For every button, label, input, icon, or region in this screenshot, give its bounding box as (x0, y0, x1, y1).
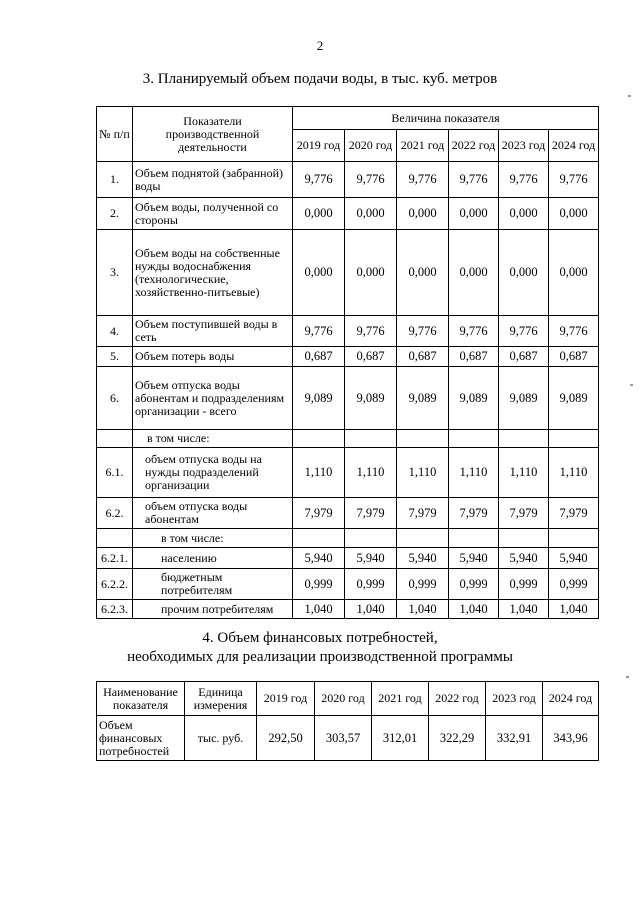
row-value: 1,040 (345, 600, 397, 619)
table-row (97, 316, 599, 347)
section4-title-line1: 4. Объем финансовых потребностей, (202, 630, 438, 646)
row-num: 6.2. (97, 498, 133, 529)
row-num: 6.1. (97, 448, 133, 498)
page-number: 2 (316, 38, 324, 53)
row-value: 0,687 (345, 347, 397, 367)
row-value: 5,940 (549, 548, 599, 569)
row-num: 3. (97, 230, 133, 316)
row-label: Объем воды, полученной со стороны (133, 198, 293, 230)
header-year: 2023 год (486, 682, 543, 716)
row-value: 0,000 (499, 198, 549, 230)
row-value: 322,29 (429, 716, 486, 761)
row-value: 9,776 (397, 162, 449, 198)
row-value: 7,979 (499, 498, 549, 529)
row-value: 0,999 (449, 569, 499, 600)
row-value: 9,089 (449, 367, 499, 430)
header-unit: Единица измерения (185, 682, 257, 716)
row-num: 6. (97, 367, 133, 430)
row-value: 9,089 (397, 367, 449, 430)
row-value: 0,000 (293, 230, 345, 316)
row-value: 9,776 (345, 316, 397, 347)
row-value: 9,776 (345, 162, 397, 198)
scan-mark (628, 95, 631, 97)
header-year: 2022 год (449, 130, 499, 162)
row-label: населению (133, 548, 293, 569)
water-supply-table (96, 106, 599, 619)
row-value: 1,110 (345, 448, 397, 498)
row-value: 1,040 (449, 600, 499, 619)
row-value: 0,999 (293, 569, 345, 600)
row-value: 0,999 (397, 569, 449, 600)
row-value: 1,040 (293, 600, 345, 619)
row-value: 9,776 (549, 316, 599, 347)
row-value: 9,776 (293, 316, 345, 347)
row-value: 0,687 (549, 347, 599, 367)
header-value-group: Величина показателя (293, 107, 599, 130)
row-value: 343,96 (543, 716, 599, 761)
row-value: 1,110 (397, 448, 449, 498)
scan-mark (626, 676, 629, 678)
row-value: 0,000 (449, 230, 499, 316)
row-value: 9,776 (449, 316, 499, 347)
subheader-row (97, 430, 599, 448)
row-value: 9,776 (397, 316, 449, 347)
section4-title-line2: необходимых для реализации производственной программы (127, 649, 513, 665)
row-value: 0,687 (499, 347, 549, 367)
table-row (97, 230, 599, 316)
row-value: 0,999 (499, 569, 549, 600)
header-year: 2019 год (257, 682, 315, 716)
row-value: 9,089 (499, 367, 549, 430)
row-value: 1,110 (449, 448, 499, 498)
row-value: 9,089 (293, 367, 345, 430)
row-label: объем отпуска воды абонентам (133, 498, 293, 529)
row-value: 0,687 (449, 347, 499, 367)
row-value: 7,979 (397, 498, 449, 529)
section3-title: 3. Планируемый объем подачи воды, в тыс. куб. метров (142, 71, 498, 87)
row-num: 4. (97, 316, 133, 347)
header-year: 2021 год (397, 130, 449, 162)
row-value: 5,940 (293, 548, 345, 569)
row-value: 332,91 (486, 716, 543, 761)
row-value: 0,000 (449, 198, 499, 230)
row-value: 9,776 (449, 162, 499, 198)
row-label: Объем отпуска воды абонентам и подразделениям организации - всего (133, 367, 293, 430)
row-value: 9,776 (549, 162, 599, 198)
header-year: 2020 год (315, 682, 372, 716)
row-num: 5. (97, 347, 133, 367)
row-num: 1. (97, 162, 133, 198)
row-value: 5,940 (397, 548, 449, 569)
row-value: 0,000 (345, 198, 397, 230)
header-row-1 (97, 107, 599, 130)
row-label: прочим потребителям (133, 600, 293, 619)
row-value: 1,040 (397, 600, 449, 619)
row-value: 5,940 (499, 548, 549, 569)
table-row (97, 600, 599, 619)
table-row (97, 569, 599, 600)
financial-needs-table (96, 681, 599, 761)
header-year: 2021 год (372, 682, 429, 716)
including-label: в том числе: (133, 430, 293, 448)
row-value: 7,979 (345, 498, 397, 529)
row-num: 6.2.1. (97, 548, 133, 569)
header-name: Наименование показателя (97, 682, 185, 716)
row-label: Объем воды на собственные нужды водоснабжения (технологические, хозяйственно-питьевые) (133, 230, 293, 316)
table-row (97, 716, 599, 761)
row-name: Объем финансовых потребностей (97, 716, 185, 761)
row-value: 7,979 (449, 498, 499, 529)
row-value: 292,50 (257, 716, 315, 761)
row-value: 0,687 (397, 347, 449, 367)
row-value: 0,000 (499, 230, 549, 316)
row-value: 1,040 (549, 600, 599, 619)
row-value: 1,110 (293, 448, 345, 498)
header-year: 2024 год (543, 682, 599, 716)
row-label: объем отпуска воды на нужды подразделений организации (133, 448, 293, 498)
header-year: 2024 год (549, 130, 599, 162)
row-value: 1,110 (499, 448, 549, 498)
row-label: Объем поднятой (забранной) воды (133, 162, 293, 198)
table-row (97, 448, 599, 498)
row-value: 0,000 (549, 198, 599, 230)
row-value: 9,776 (499, 316, 549, 347)
row-value: 1,110 (549, 448, 599, 498)
row-value: 5,940 (345, 548, 397, 569)
row-num: 6.2.2. (97, 569, 133, 600)
subheader-row (97, 529, 599, 548)
table-row (97, 548, 599, 569)
header-num: № п/п (97, 107, 133, 162)
header-year: 2020 год (345, 130, 397, 162)
row-value: 5,940 (449, 548, 499, 569)
row-value: 0,000 (345, 230, 397, 316)
row-num: 2. (97, 198, 133, 230)
table-row (97, 347, 599, 367)
row-value: 7,979 (293, 498, 345, 529)
table-row (97, 498, 599, 529)
section4-title (0, 629, 640, 667)
including-label: в том числе: (133, 529, 293, 548)
row-value: 0,000 (549, 230, 599, 316)
row-label: Объем поступившей воды в сеть (133, 316, 293, 347)
row-value: 9,776 (499, 162, 549, 198)
header-year: 2019 год (293, 130, 345, 162)
row-value: 9,776 (293, 162, 345, 198)
row-value: 0,000 (397, 230, 449, 316)
row-value: 0,000 (397, 198, 449, 230)
row-unit: тыс. руб. (185, 716, 257, 761)
row-value: 9,089 (549, 367, 599, 430)
header-year: 2023 год (499, 130, 549, 162)
row-label: Объем потерь воды (133, 347, 293, 367)
row-label: бюджетным потребителям (133, 569, 293, 600)
header-row (97, 682, 599, 716)
header-year: 2022 год (429, 682, 486, 716)
row-num: 6.2.3. (97, 600, 133, 619)
table-row (97, 367, 599, 430)
row-value: 9,089 (345, 367, 397, 430)
row-value: 312,01 (372, 716, 429, 761)
table-row (97, 198, 599, 230)
scan-mark (630, 384, 633, 386)
header-indicator: Показатели производственной деятельности (133, 107, 293, 162)
row-value: 0,687 (293, 347, 345, 367)
row-value: 0,999 (549, 569, 599, 600)
row-value: 0,999 (345, 569, 397, 600)
row-value: 1,040 (499, 600, 549, 619)
row-value: 303,57 (315, 716, 372, 761)
row-value: 7,979 (549, 498, 599, 529)
table-row (97, 162, 599, 198)
row-value: 0,000 (293, 198, 345, 230)
